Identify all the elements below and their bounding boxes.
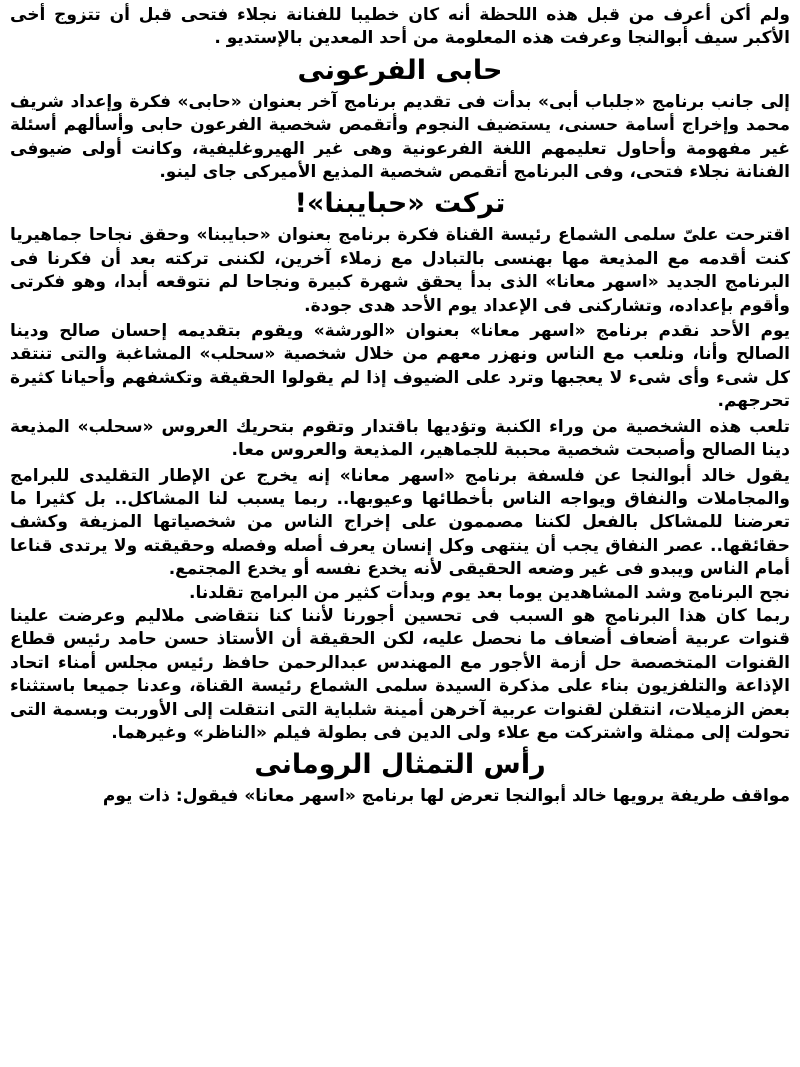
paragraph-habi: إلى جانب برنامج «جلباب أبى» بدأت فى تقديم برنامج آخر بعنوان «حابى» فكرة وإعداد شريف محمد وإخراج أسامة حسنى، يستضيف النجوم وأتقمص شخصية الفرعون حابى وأسألهم أسئلة غير مفهومة وأحاول تعليمهم اللغة الفرعونية وهى غير الهيروغليفية، وكانت أولى ضيوفى الفنانة نجلاء فتحى، وفى البرنامج أتقمص شخصية المذيع الأميركى جاى لينو. xyxy=(10,91,790,183)
paragraph-habaybna-2: يوم الأحد نقدم برنامج «اسهر معانا» بعنوان «الورشة» ويقوم بتقديمه إحسان صالح ودينا الصالح وأنا، ونلعب مع الناس ونهزر معهم من خلال شخصية «سحلب» المشاغبة والتى تنتقد كل شىء وأى شىء لا يعجبها وترد على الضيوف إذا لم يقولوا الحقيقة وتكشفهم وأحيانا كثيرة تحرجهم. xyxy=(10,321,790,412)
section-heading-habi: حابى الفرعونى xyxy=(297,54,503,86)
paragraph-habaybna-4: يقول خالد أبوالنجا عن فلسفة برنامج «اسهر معانا» إنه يخرج عن الإطار التقليدى للبرامج والمجاملات والنفاق ويواجه الناس بأخطائها وعيوبها.. ربما يسبب لنا المشاكل.. بل كثيرا ما تعرضنا للمشاكل بالفعل لكننا مصممون على إخراج الناس من شخصياتها المزيفة وكشف حقائقها.. عصر النفاق يجب أن ينتهى وكل إنسان يعرف أصله وفصله وحقيقته ولا يرتدى قناعا أمام الناس ويبدو فى غير وضعه الحقيقى لأنه يخدع نفسه أو يخدع المجتمع. xyxy=(10,465,790,580)
paragraph-habaybna-6: ربما كان هذا البرنامج هو السبب فى تحسين أجورنا لأننا كنا نتقاضى ملاليم وعرضت علينا قنوات عربية أضعاف أضعاف ما نحصل عليه، لكن الحقيقة أن الأستاذ حسن حامد رئيس قطاع القنوات المتخصصة حل أزمة الأجور مع المهندس عبدالرحمن حافظ رئيس مجلس أمناء اتحاد الإذاعة والتلفزيون بناء على مذكرة السيدة سلمى الشماع رئيسة القناة، وعدنا جميعا باستثناء بعض الزميلات، انتقلن لقنوات عربية آخرهن أمينة شلباية التى انتقلت إلى الأوربت وبسمة التى تحولت إلى ممثلة واشتركت مع علاء ولى الدين فى بطولة فيلم «الناظر» وغيرهما. xyxy=(10,605,790,743)
paragraph-habaybna-1: اقترحت علىّ سلمى الشماع رئيسة القناة فكرة برنامج بعنوان «حبايبنا» وحقق نجاحا جماهيريا كنت أقدمه مع المذيعة مها بهنسى بالتبادل مع زملاء آخرين، لكننى تركته بعد أن فكرنا فى البرنامج الجديد «اسهر معانا» الذى بدأ يحقق شهرة كبيرة ونجاحا لم نتوقعه أبدا، وهو فكرتى وأقوم بإعداده، وتشاركنى فى الإعداد يوم الأحد هدى جودة. xyxy=(10,225,790,316)
paragraph-habaybna-3: تلعب هذه الشخصية من وراء الكنبة وتؤديها باقتدار وتقوم بتحريك العروس «سحلب» المذيعة دينا الصالح وأصبحت شخصية محببة للجماهير، المذيعة والعروس معا. xyxy=(10,416,790,461)
intro-paragraph: ولم أكن أعرف من قبل هذه اللحظة أنه كان خطيبا للفنانة نجلاء فتحى قبل أن تتزوج أخى الأكبر سيف أبوالنجا وعرفت هذه المعلومة من أحد المعدين بالإستديو . xyxy=(10,5,790,49)
paragraph-roman-statue: مواقف طريفة يرويها خالد أبوالنجا تعرض لها برنامج «اسهر معانا» فيقول: ذات يوم xyxy=(102,786,790,807)
section-heading-roman-statue: رأس التمثال الرومانى xyxy=(254,749,546,781)
section-heading-habaybna: تركت «حبايبنا»! xyxy=(294,188,506,220)
paragraph-habaybna-5: نجح البرنامج وشد المشاهدين يوما بعد يوم وبدأت كثير من البرامج تقلدنا. xyxy=(189,582,790,603)
